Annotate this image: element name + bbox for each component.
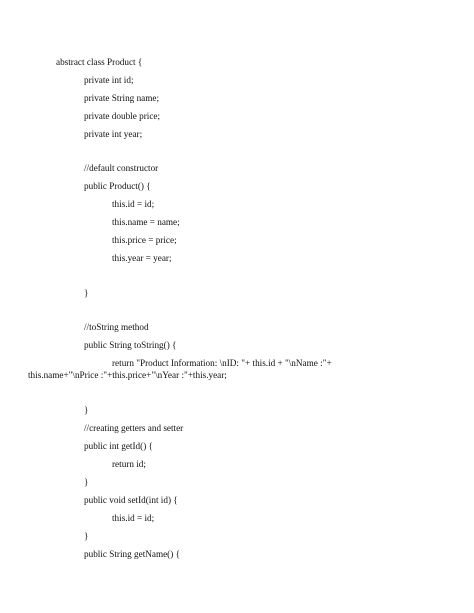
code-line-return-id: return id;: [112, 459, 146, 469]
code-line-assign-year: this.year = year;: [112, 253, 172, 263]
code-line-setid-assign: this.id = id;: [112, 513, 155, 523]
code-line-setid-signature: public void setId(int id) {: [84, 495, 178, 505]
code-line-getname-signature: public String getName() {: [84, 549, 181, 559]
code-line-constructor-close: }: [84, 288, 89, 298]
code-line-comment-constructor: //default constructor: [84, 163, 159, 173]
code-line-tostring-close: }: [84, 405, 89, 415]
code-line-class-declaration: abstract class Product {: [56, 57, 143, 67]
code-line-comment-tostring: //toString method: [84, 322, 149, 332]
code-line-comment-getters: //creating getters and setter: [84, 423, 184, 433]
code-line-field-name: private String name;: [84, 93, 160, 103]
code-line-field-id: private int id;: [84, 75, 134, 85]
code-line-getid-signature: public int getId() {: [84, 441, 153, 451]
code-line-field-price: private double price;: [84, 111, 161, 121]
code-line-getid-close: }: [84, 477, 89, 487]
code-line-setid-close: }: [84, 531, 89, 541]
code-line-return-statement: return "Product Information: \nID: "+ this.id + "\nName :"+: [112, 358, 332, 368]
code-line-assign-id: this.id = id;: [112, 199, 155, 209]
code-line-field-year: private int year;: [84, 129, 143, 139]
code-line-tostring-signature: public String toString() {: [84, 340, 177, 350]
code-line-assign-price: this.price = price;: [112, 235, 177, 245]
code-line-return-continuation: this.name+"\nPrice :"+this.price+"\nYear :"+this.year;: [28, 370, 227, 380]
code-line-assign-name: this.name = name;: [112, 217, 180, 227]
code-line-constructor-signature: public Product() {: [84, 181, 151, 191]
